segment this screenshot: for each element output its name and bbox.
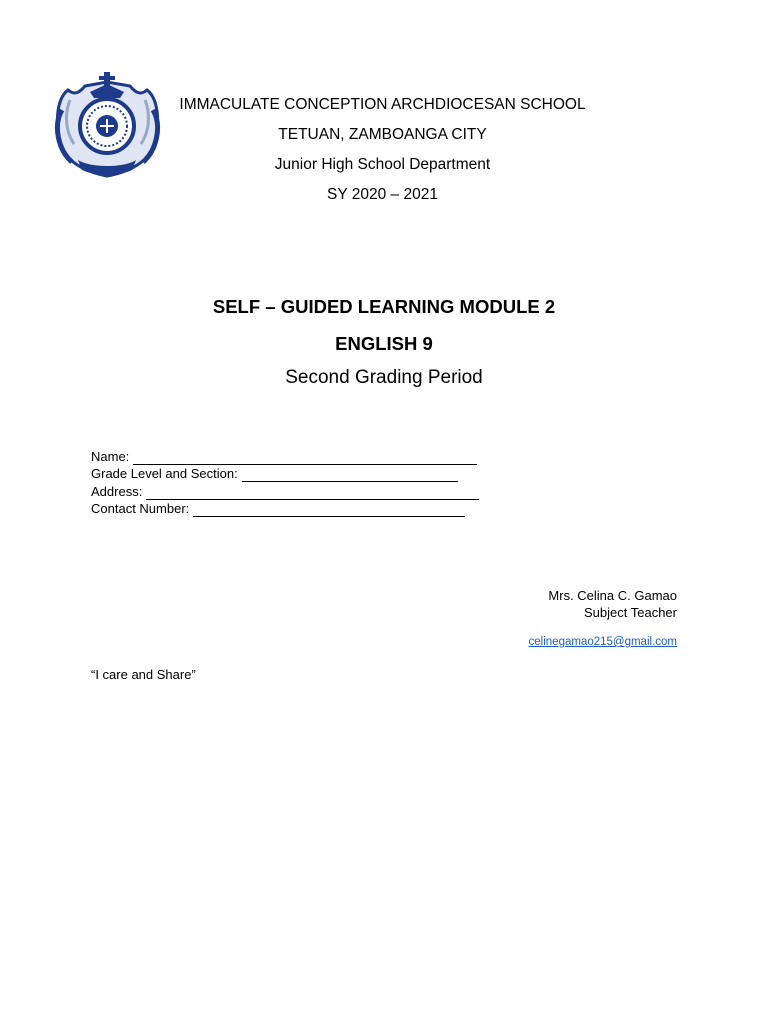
name-label: Name: [91,449,130,464]
contact-number-label: Contact Number: [91,501,190,516]
teacher-email-link[interactable]: celinegamao215@gmail.com [528,636,677,648]
teacher-name: Mrs. Celina C. Gamao [548,588,677,603]
school-motto: “I care and Share” [91,667,196,682]
name-field [91,449,477,465]
grade-section-field [91,466,458,482]
school-seal-logo [50,70,165,178]
subject-title: ENGLISH 9 [335,333,433,354]
contact-number-field [91,501,465,517]
school-location: TETUAN, ZAMBOANGA CITY [278,126,487,143]
school-name: IMMACULATE CONCEPTION ARCHDIOCESAN SCHOOL [179,96,586,113]
address-label: Address: [91,484,143,499]
department-name: Junior High School Department [274,156,491,173]
school-year: SY 2020 – 2021 [327,186,438,203]
grade-section-blank-line[interactable] [242,469,458,482]
contact-number-blank-line[interactable] [193,504,465,517]
teacher-role: Subject Teacher [584,605,677,620]
name-blank-line[interactable] [133,452,477,465]
grading-period: Second Grading Period [285,367,483,388]
address-field [91,484,479,500]
address-blank-line[interactable] [146,487,479,500]
grade-section-label: Grade Level and Section: [91,466,238,481]
module-title: SELF – GUIDED LEARNING MODULE 2 [212,296,556,317]
